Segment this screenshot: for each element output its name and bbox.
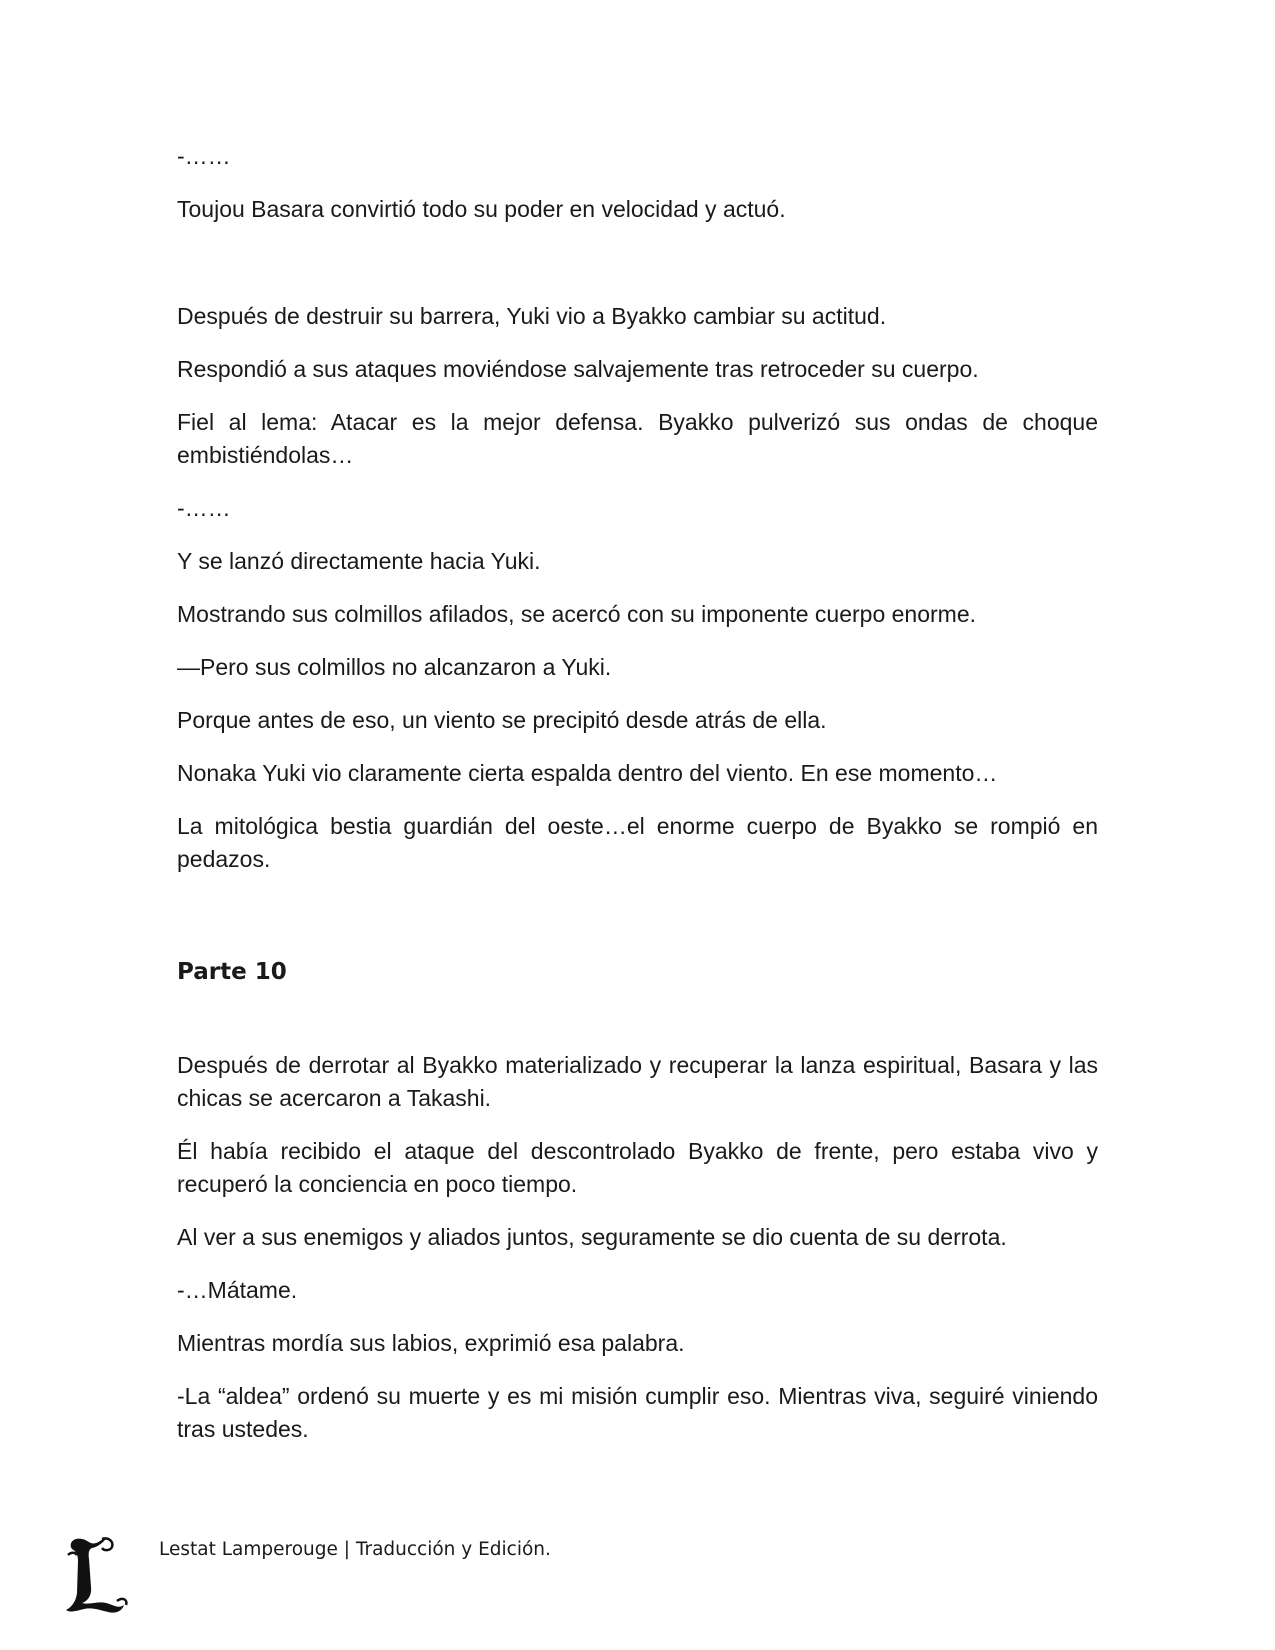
paragraph: Nonaka Yuki vio claramente cierta espalda dentro del viento. En ese momento… [177,760,998,786]
page-footer [62,1535,762,1615]
gothic-letter-l-logo-icon [62,1535,130,1615]
paragraph: Fiel al lema: Atacar es la mejor defensa. Byakko pulverizó sus ondas de choque embistiéndolas… [177,409,1098,468]
paragraph: Después de destruir su barrera, Yuki vio a Byakko cambiar su actitud. [177,303,887,329]
paragraph: —Pero sus colmillos no alcanzaron a Yuki. [177,654,612,680]
section-heading: Parte 10 [177,959,287,985]
paragraph: Al ver a sus enemigos y aliados juntos, seguramente se dio cuenta de su derrota. [177,1224,1007,1250]
paragraph: -…Mátame. [177,1277,298,1303]
paragraph: Mientras mordía sus labios, exprimió esa palabra. [177,1330,685,1356]
paragraph: Mostrando sus colmillos afilados, se acercó con su imponente cuerpo enorme. [177,601,977,627]
paragraph: Él había recibido el ataque del descontrolado Byakko de frente, pero estaba vivo y recuperó la conciencia en poco tiempo. [177,1138,1098,1197]
paragraph: Después de derrotar al Byakko materializado y recuperar la lanza espiritual, Basara y las chicas se acercaron a Takashi. [177,1052,1098,1111]
paragraph: Porque antes de eso, un viento se precipitó desde atrás de ella. [177,707,827,733]
footer-credit: Lestat Lamperouge | Traducción y Edición. [159,1539,551,1560]
paragraph-spacer [177,246,1098,300]
paragraph: -…… [177,495,231,521]
paragraph: -La “aldea” ordenó su muerte y es mi misión cumplir eso. Mientras viva, seguiré viniendo tras ustedes. [177,1383,1098,1442]
paragraph: La mitológica bestia guardián del oeste…el enorme cuerpo de Byakko se rompió en pedazos. [177,813,1098,872]
paragraph: Y se lanzó directamente hacia Yuki. [177,548,541,574]
section-spacer [177,896,1098,956]
paragraph: Respondió a sus ataques moviéndose salvajemente tras retroceder su cuerpo. [177,356,979,382]
paragraph: Toujou Basara convirtió todo su poder en velocidad y actuó. [177,196,786,222]
document-body [177,140,1098,1466]
paragraph: -…… [177,143,231,169]
section-spacer [177,989,1098,1049]
